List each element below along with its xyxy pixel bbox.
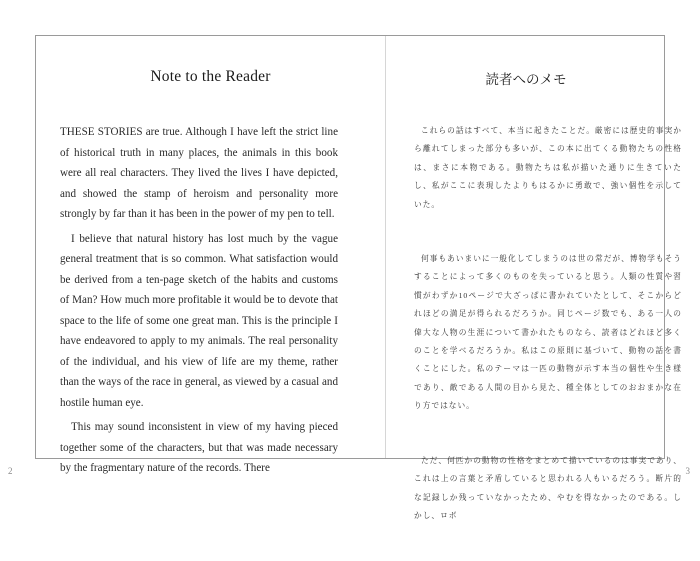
page-gutter: [385, 36, 386, 458]
right-paragraph-2: 何事もあいまいに一般化してしまうのは世の常だが、博物学もそうすることによって多くのものを失っていると思う。人類の性質や習慣がわずか10ページで大ざっぱに書かれていたとして、そこからどれほどの満足が得られるだろうか。同じページ数でも、ある一人の偉大な人物の生涯について書かれたものなら、読者はどれほど多くのことを学べるだろうか。私はこの原則に基づいて、動物の話を書くことにした。私のテーマは一匹の動物が示す本当の個性や生き様であり、敵である人間の目から見た、種全体としてのおおまかな在り方ではない。: [414, 254, 682, 411]
left-paragraph-1: THESE STORIES are true. Although I have left the strict line of historical truth in many places, the animals in this book were all real characters. They lived the lives I have depicted, and showed the stamp of heroism and personality more strongly by far than it has been in the power of my pen to tell.: [60, 126, 338, 220]
right-page-body: [414, 122, 682, 561]
book-spread: [35, 35, 682, 520]
left-page-title: Note to the Reader: [150, 68, 271, 85]
right-paragraph-3: ただ、何匹かの動物の性格をまとめて描いているのは事実であり、これは上の言葉と矛盾していると思われる人もいるだろう。断片的な記録しか残っていなかったため、やむを得なかったのである。しかし、ロボ: [414, 455, 682, 520]
left-page-number: 2: [8, 466, 13, 476]
left-paragraph-2: I believe that natural history has lost much by the vague general treatment that is so common. What satisfaction would be derived from a ten-page sketch of the habits and customs of Man? How much more profitable it would be to devote that space to the life of some one great man. This is the principle I have endeavored to apply to my animals. The real personality of the individual, and his view of life are my theme, rather than the ways of the race in general, as viewed by a casual and hostile human eye.: [60, 232, 338, 409]
left-page-body: [60, 122, 338, 483]
right-page-title: 読者へのメモ: [485, 72, 567, 87]
right-page-number: 3: [685, 466, 690, 476]
right-paragraph-1: これらの話はすべて、本当に起きたことだ。厳密には歴史的事実から離れてしまった部分も多いが、この本に出てくる動物たちの性格は、まさに本物である。動物たちは私が描いた通りに生きていたし、私がここに表現したよりもはるかに勇敢で、強い個性を示していた。: [414, 126, 682, 209]
left-paragraph-3: This may sound inconsistent in view of my having pieced together some of the characters, but that was made necessary by the fragmentary nature of the records. There: [60, 421, 338, 474]
